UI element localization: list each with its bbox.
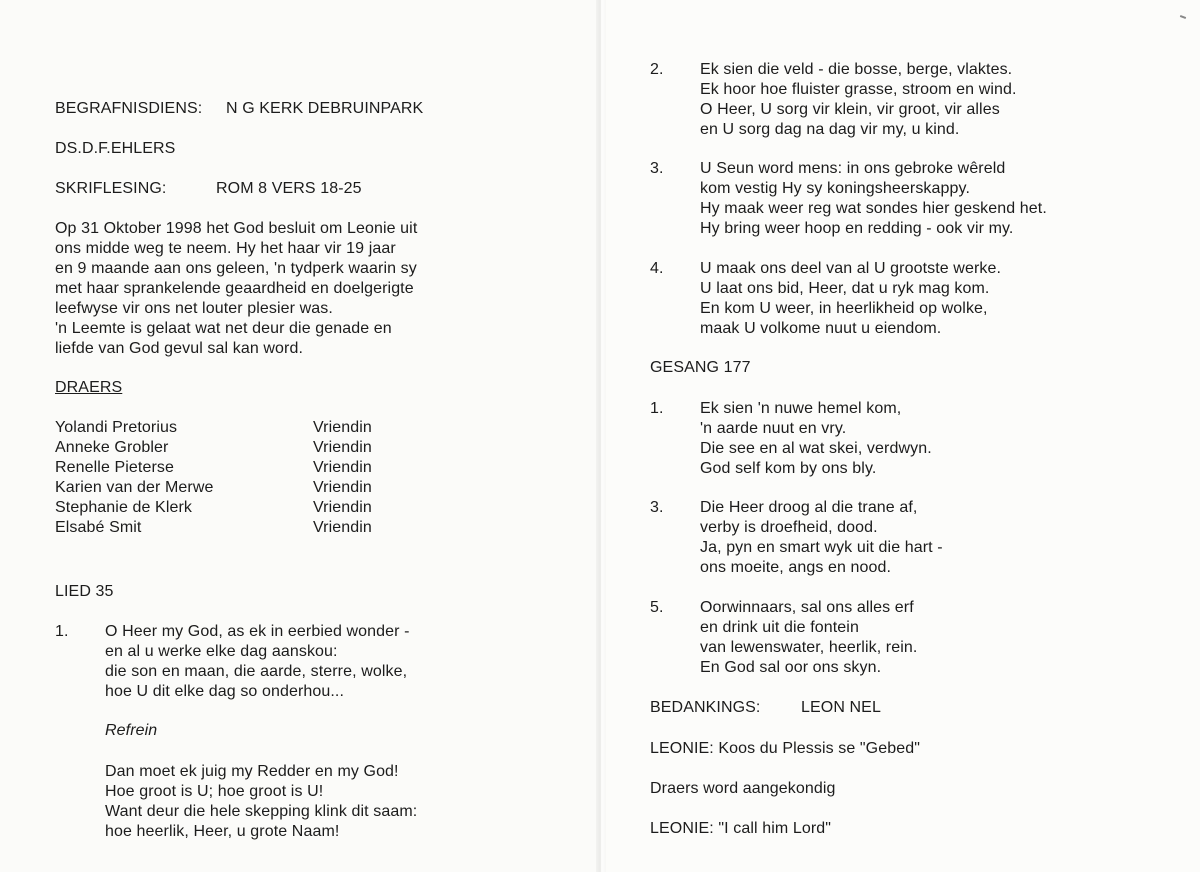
tribute-line: leefwyse vir ons net louter plesier was. (55, 300, 333, 317)
verse-line: die son en maan, die aarde, sterre, wolke, (105, 663, 408, 680)
bearers-heading: DRAERS (55, 379, 123, 396)
bearer-name: Yolandi Pretorius (55, 419, 178, 436)
program-item-bearers: Draers word aangekondig (650, 780, 836, 797)
tribute-line: Op 31 Oktober 1998 het God besluit om Leonie uit (55, 220, 418, 237)
verse-number: 3. (650, 160, 664, 177)
verse-line: God self kom by ons bly. (700, 460, 877, 477)
reading-label: SKRIFLESING: (55, 180, 167, 197)
tribute-line: ons midde weg te neem. Hy het haar vir 19 jaar (55, 240, 396, 257)
verse-line: U laat ons bid, Heer, dat u ryk mag kom. (700, 280, 990, 297)
thanks-label: BEDANKINGS: (650, 699, 761, 716)
bearer-name: Anneke Grobler (55, 439, 169, 456)
verse-line: Ek sien 'n nuwe hemel kom, (700, 400, 902, 417)
page-fold (596, 0, 606, 872)
verse-number: 4. (650, 260, 664, 277)
verse-line: En God sal oor ons skyn. (700, 659, 882, 676)
verse-line: Oorwinnaars, sal ons alles erf (700, 599, 914, 616)
bearer-name: Elsabé Smit (55, 519, 142, 536)
program-item-closing-song: LEONIE: "I call him Lord" (650, 820, 832, 837)
refrain-line: Want deur die hele skepping klink dit saam: (105, 803, 418, 820)
bearer-relation: Vriendin (313, 439, 372, 456)
bearer-relation: Vriendin (313, 479, 372, 496)
verse-number: 1. (650, 400, 664, 417)
verse-line: O Heer, U sorg vir klein, vir groot, vir alles (700, 101, 1000, 118)
refrain-line: Dan moet ek juig my Redder en my God! (105, 763, 399, 780)
verse-line: en drink uit die fontein (700, 619, 859, 636)
verse-line: en U sorg dag na dag vir my, u kind. (700, 121, 960, 138)
verse-line: van lewenswater, heerlik, rein. (700, 639, 918, 656)
bearer-relation: Vriendin (313, 519, 372, 536)
verse-line: 'n aarde nuut en vry. (700, 420, 847, 437)
minister-name: DS.D.F.EHLERS (55, 140, 176, 157)
verse-line: en al u werke elke dag aanskou: (105, 643, 338, 660)
bearer-name: Stephanie de Klerk (55, 499, 193, 516)
verse-line: Ja, pyn en smart wyk uit die hart - (700, 539, 943, 556)
verse-number: 1. (55, 623, 69, 640)
bearer-name: Karien van der Merwe (55, 479, 214, 496)
verse-line: U maak ons deel van al U grootste werke. (700, 260, 1002, 277)
bearer-relation: Vriendin (313, 419, 372, 436)
program-item-song: LEONIE: Koos du Plessis se "Gebed" (650, 740, 921, 757)
verse-line: U Seun word mens: in ons gebroke wêreld (700, 160, 1006, 177)
tribute-line: en 9 maande aan ons geleen, 'n tydperk waarin sy (55, 260, 417, 277)
refrain-line: Hoe groot is U; hoe groot is U! (105, 783, 324, 800)
verse-line: Ek sien die veld - die bosse, berge, vlaktes. (700, 61, 1013, 78)
service-label: BEGRAFNISDIENS: (55, 100, 203, 117)
refrain-line: hoe heerlik, Heer, u grote Naam! (105, 823, 340, 840)
tribute-line: liefde van God gevul sal kan word. (55, 340, 303, 357)
verse-line: ons moeite, angs en nood. (700, 559, 892, 576)
verse-line: Die see en al wat skei, verdwyn. (700, 440, 932, 457)
thanks-value: LEON NEL (801, 699, 881, 716)
bearer-name: Renelle Pieterse (55, 459, 174, 476)
verse-number: 2. (650, 61, 664, 78)
verse-number: 5. (650, 599, 664, 616)
verse-line: En kom U weer, in heerlikheid op wolke, (700, 300, 988, 317)
refrain-label: Refrein (105, 722, 158, 739)
verse-line: hoe U dit elke dag so onderhou... (105, 683, 345, 700)
bearer-relation: Vriendin (313, 499, 372, 516)
verse-line: Hy maak weer reg wat sondes hier geskend het. (700, 200, 1047, 217)
verse-line: O Heer my God, as ek in eerbied wonder - (105, 623, 410, 640)
hymn1-title: LIED 35 (55, 583, 114, 600)
reading-value: ROM 8 VERS 18-25 (216, 180, 362, 197)
tribute-line: met haar sprankelende geaardheid en doelgerigte (55, 280, 414, 297)
verse-line: Die Heer droog al die trane af, (700, 499, 918, 516)
service-value: N G KERK DEBRUINPARK (226, 100, 424, 117)
verse-line: Hy bring weer hoop en redding - ook vir my. (700, 220, 1014, 237)
tribute-line: 'n Leemte is gelaat wat net deur die genade en (55, 320, 392, 337)
bearer-relation: Vriendin (313, 459, 372, 476)
hymn2-title: GESANG 177 (650, 359, 751, 376)
verse-line: kom vestig Hy sy koningsheerskappy. (700, 180, 970, 197)
verse-line: Ek hoor hoe fluister grasse, stroom en wind. (700, 81, 1017, 98)
verse-line: maak U volkome nuut u eiendom. (700, 320, 942, 337)
verse-line: verby is droefheid, dood. (700, 519, 878, 536)
verse-number: 3. (650, 499, 664, 516)
